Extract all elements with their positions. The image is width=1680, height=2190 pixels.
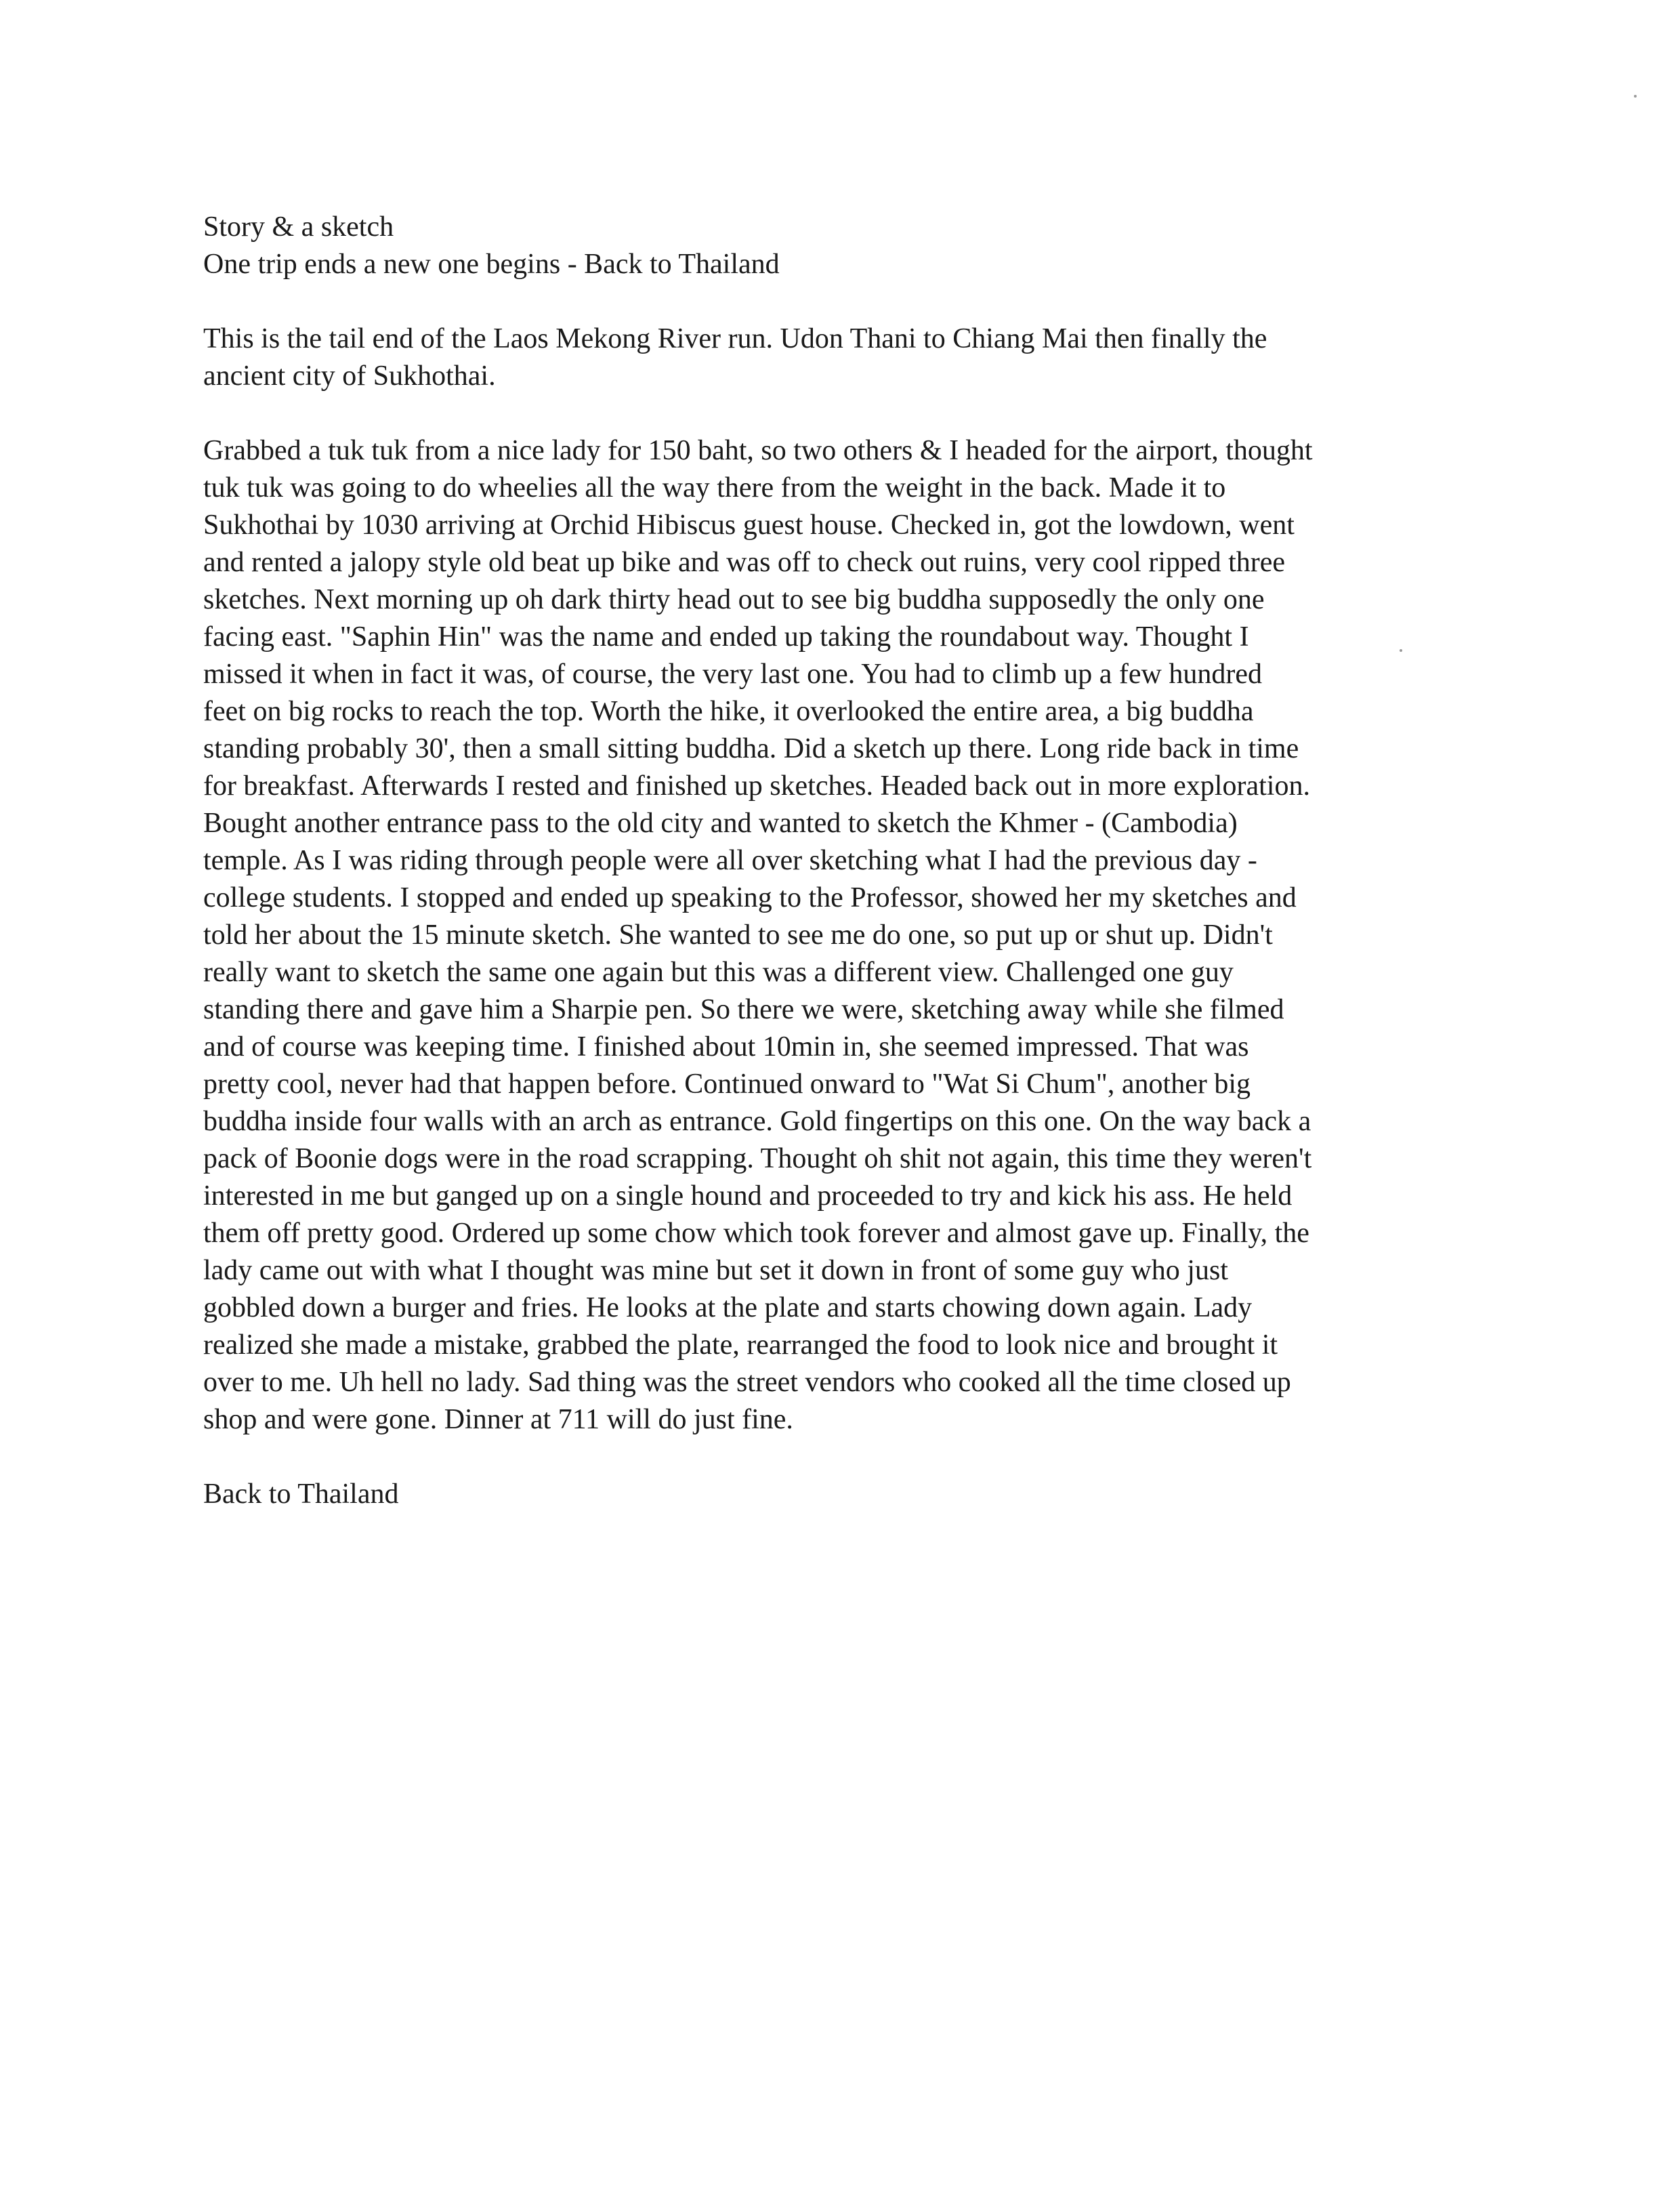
story-line: missed it when in fact it was, of course, the very last one. You had to climb up a few hundred — [203, 659, 1263, 690]
story-line: interested in me but ganged up on a single hound and proceeded to try and kick his ass. He held — [203, 1180, 1293, 1212]
story-line: sketches. Next morning up oh dark thirty head out to see big buddha supposedly the only one — [203, 584, 1265, 615]
story-line: and of course was keeping time. I finished about 10min in, she seemed impressed. That was — [203, 1031, 1249, 1062]
story-line: college students. I stopped and ended up speaking to the Professor, showed her my sketches and — [203, 882, 1297, 913]
story-line: lady came out with what I thought was mine but set it down in front of some guy who just — [203, 1255, 1228, 1286]
story-paragraph — [203, 432, 1484, 1439]
paragraph-gap — [203, 1439, 1484, 1476]
story-line: standing probably 30', then a small sitting buddha. Did a sketch up there. Long ride back in time — [203, 733, 1299, 764]
intro-paragraph — [203, 321, 1484, 395]
story-line: realized she made a mistake, grabbed the plate, rearranged the food to look nice and brought it — [203, 1329, 1278, 1361]
header-line-2: One trip ends a new one begins - Back to Thailand — [203, 249, 780, 280]
document-footer — [203, 1476, 1484, 1513]
story-line: pack of Boonie dogs were in the road scrapping. Thought oh shit not again, this time they weren't — [203, 1143, 1312, 1174]
story-line: Bought another entrance pass to the old city and wanted to sketch the Khmer - (Cambodia) — [203, 808, 1238, 839]
scan-speck — [1634, 95, 1637, 98]
story-line: really want to sketch the same one again but this was a different view. Challenged one guy — [203, 957, 1234, 988]
story-line: for breakfast. Afterwards I rested and finished up sketches. Headed back out in more exploration. — [203, 770, 1310, 802]
story-line: them off pretty good. Ordered up some chow which took forever and almost gave up. Finally, the — [203, 1218, 1309, 1249]
document-header — [203, 209, 1484, 283]
story-line: facing east. "Saphin Hin" was the name and ended up taking the roundabout way. Thought I — [203, 621, 1249, 653]
story-line: temple. As I was riding through people were all over sketching what I had the previous day - — [203, 845, 1257, 876]
footer-line: Back to Thailand — [203, 1479, 399, 1510]
intro-line: ancient city of Sukhothai. — [203, 360, 496, 392]
story-line: feet on big rocks to reach the top. Worth the hike, it overlooked the entire area, a big buddha — [203, 696, 1254, 727]
story-line: standing there and gave him a Sharpie pen. So there we were, sketching away while she filmed — [203, 994, 1284, 1025]
paragraph-gap — [203, 283, 1484, 321]
intro-line: This is the tail end of the Laos Mekong River run. Udon Thani to Chiang Mai then finally the — [203, 323, 1267, 354]
story-line: buddha inside four walls with an arch as entrance. Gold fingertips on this one. On the way back a — [203, 1106, 1311, 1137]
document-body — [203, 209, 1484, 1513]
story-line: tuk tuk was going to do wheelies all the way there from the weight in the back. Made it to — [203, 472, 1226, 503]
story-line: Grabbed a tuk tuk from a nice lady for 150 baht, so two others & I headed for the airport, thought — [203, 435, 1313, 466]
story-line: Sukhothai by 1030 arriving at Orchid Hibiscus guest house. Checked in, got the lowdown, went — [203, 510, 1295, 541]
story-line: shop and were gone. Dinner at 711 will do just fine. — [203, 1404, 793, 1435]
story-line: told her about the 15 minute sketch. She wanted to see me do one, so put up or shut up. Didn't — [203, 920, 1273, 951]
story-line: pretty cool, never had that happen before. Continued onward to "Wat Si Chum", another big — [203, 1069, 1251, 1100]
header-line-1: Story & a sketch — [203, 211, 394, 243]
story-line: and rented a jalopy style old beat up bike and was off to check out ruins, very cool ripped three — [203, 547, 1286, 578]
story-line: over to me. Uh hell no lady. Sad thing was the street vendors who cooked all the time closed up — [203, 1367, 1291, 1398]
story-line: gobbled down a burger and fries. He looks at the plate and starts chowing down again. Lady — [203, 1292, 1253, 1323]
paragraph-gap — [203, 395, 1484, 432]
